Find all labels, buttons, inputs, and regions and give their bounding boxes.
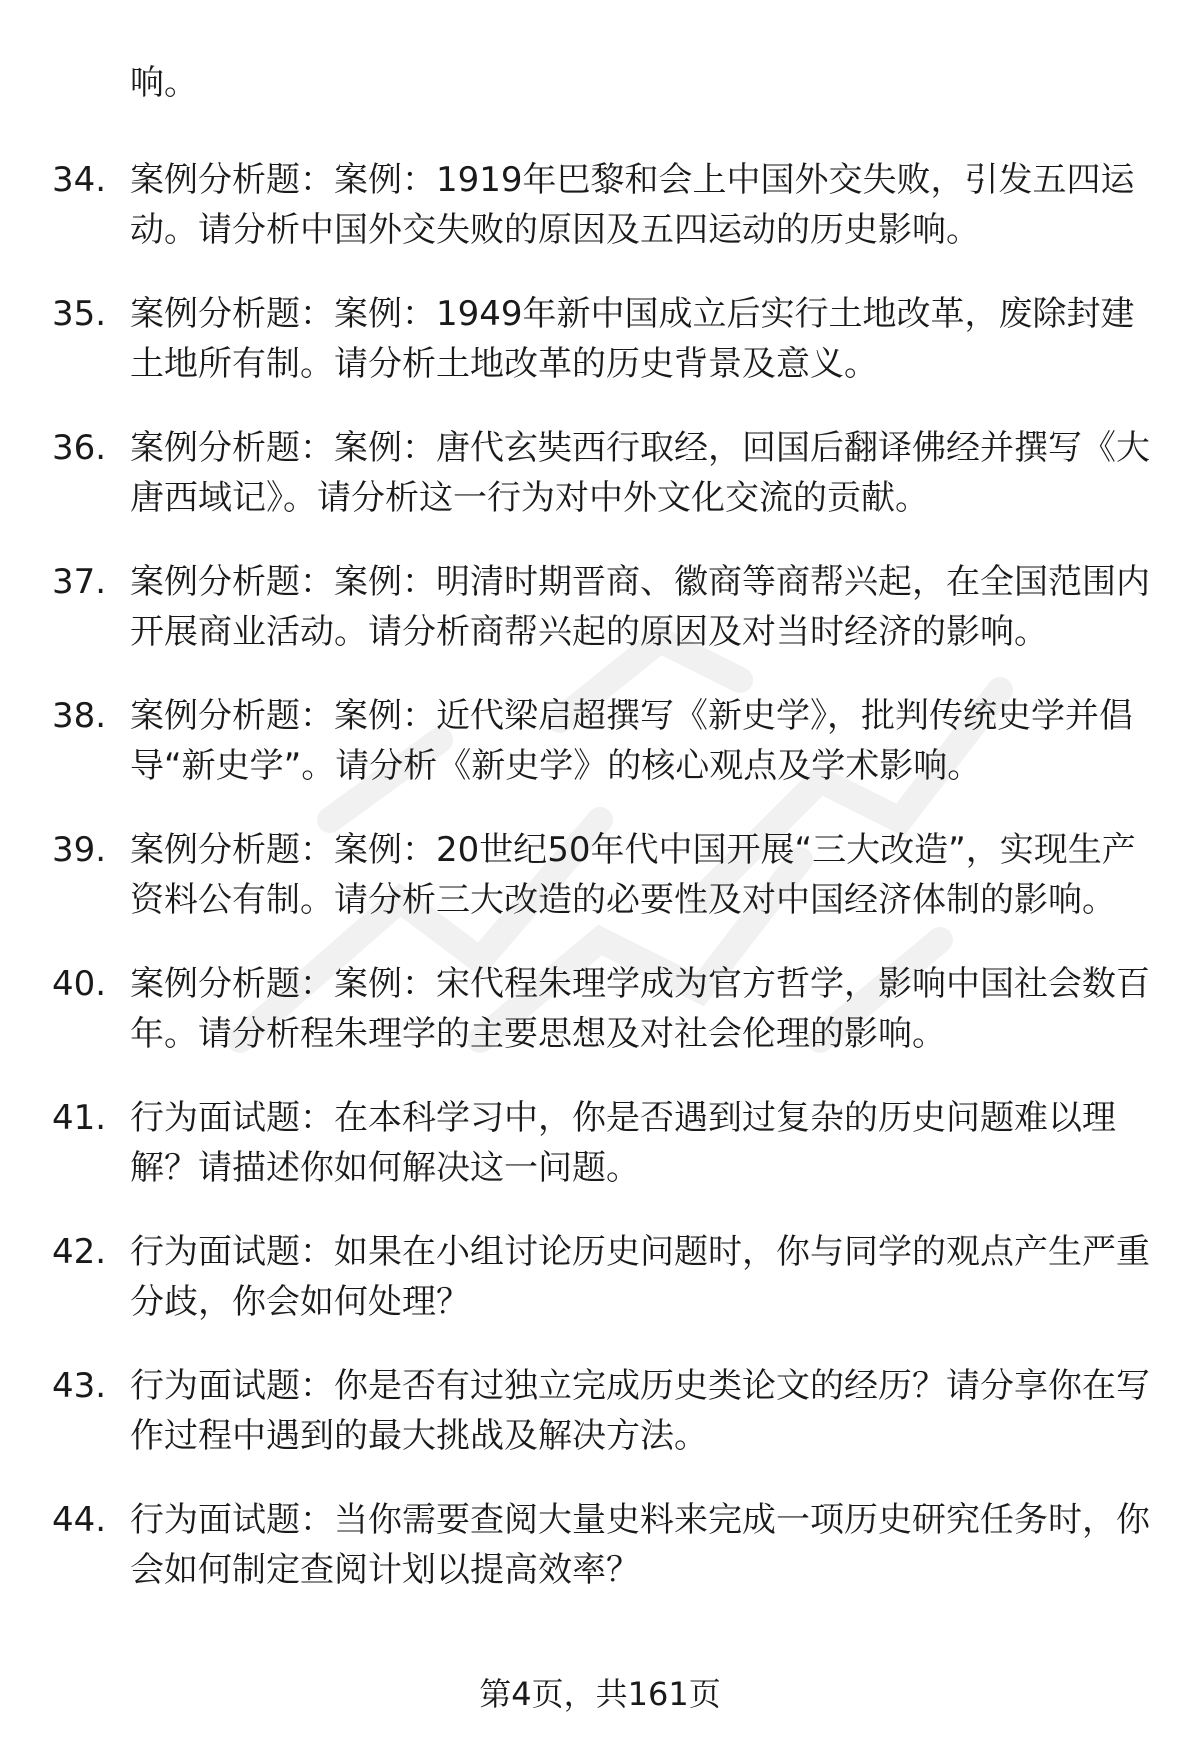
question-item: [52, 1495, 1158, 1595]
question-text: 案例分析题：案例：明清时期晋商、徽商等商帮兴起，在全国范围内开展商业活动。请分析商帮兴起的原因及对当时经济的影响。: [130, 562, 1150, 652]
question-number: 43.: [52, 1366, 107, 1406]
question-list: [0, 155, 1200, 1629]
question-text: 案例分析题：案例：近代梁启超撰写《新史学》，批判传统史学并倡导“新史学”。请分析《新史学》的核心观点及学术影响。: [130, 696, 1133, 786]
question-item: [52, 959, 1158, 1059]
question-item: [52, 557, 1158, 657]
question-number: 35.: [52, 294, 107, 334]
question-number: 39.: [52, 830, 107, 870]
question-number: 36.: [52, 428, 107, 468]
question-text: 行为面试题：你是否有过独立完成历史类论文的经历？请分享你在写作过程中遇到的最大挑战及解决方法。: [130, 1366, 1150, 1456]
question-text: 行为面试题：如果在小组讨论历史问题时，你与同学的观点产生严重分歧，你会如何处理？: [130, 1232, 1150, 1322]
question-number: 40.: [52, 964, 107, 1004]
question-item: [52, 155, 1158, 255]
question-number: 37.: [52, 562, 107, 602]
question-item: [52, 691, 1158, 791]
question-text: 行为面试题：在本科学习中，你是否遇到过复杂的历史问题难以理解？请描述你如何解决这一问题。: [130, 1098, 1116, 1188]
question-item: [52, 1093, 1158, 1193]
question-item: [52, 423, 1158, 523]
question-text: 行为面试题：当你需要查阅大量史料来完成一项历史研究任务时，你会如何制定查阅计划以提高效率？: [130, 1500, 1150, 1590]
page-footer: 第4页，共161页: [479, 1675, 721, 1713]
question-text: 案例分析题：案例：宋代程朱理学成为官方哲学，影响中国社会数百年。请分析程朱理学的主要思想及对社会伦理的影响。: [130, 964, 1150, 1054]
question-number: 41.: [52, 1098, 107, 1138]
question-item: [52, 1361, 1158, 1461]
question-number: 34.: [52, 160, 107, 200]
question-text: 案例分析题：案例：1949年新中国成立后实行土地改革，废除封建土地所有制。请分析土地改革的历史背景及意义。: [130, 294, 1135, 384]
question-number: 38.: [52, 696, 107, 736]
continuation-text: 响。: [130, 63, 198, 103]
question-text: 案例分析题：案例：唐代玄奘西行取经，回国后翻译佛经并撰写《大唐西域记》。请分析这一行为对中外文化交流的贡献。: [130, 428, 1150, 518]
question-text: 案例分析题：案例：1919年巴黎和会上中国外交失败，引发五四运动。请分析中国外交失败的原因及五四运动的历史影响。: [130, 160, 1135, 250]
question-number: 44.: [52, 1500, 107, 1540]
question-text: 案例分析题：案例：20世纪50年代中国开展“三大改造”，实现生产资料公有制。请分析三大改造的必要性及对中国经济体制的影响。: [130, 830, 1136, 920]
question-item: [52, 1227, 1158, 1327]
question-item: [52, 825, 1158, 925]
question-item: [52, 289, 1158, 389]
question-number: 42.: [52, 1232, 107, 1272]
